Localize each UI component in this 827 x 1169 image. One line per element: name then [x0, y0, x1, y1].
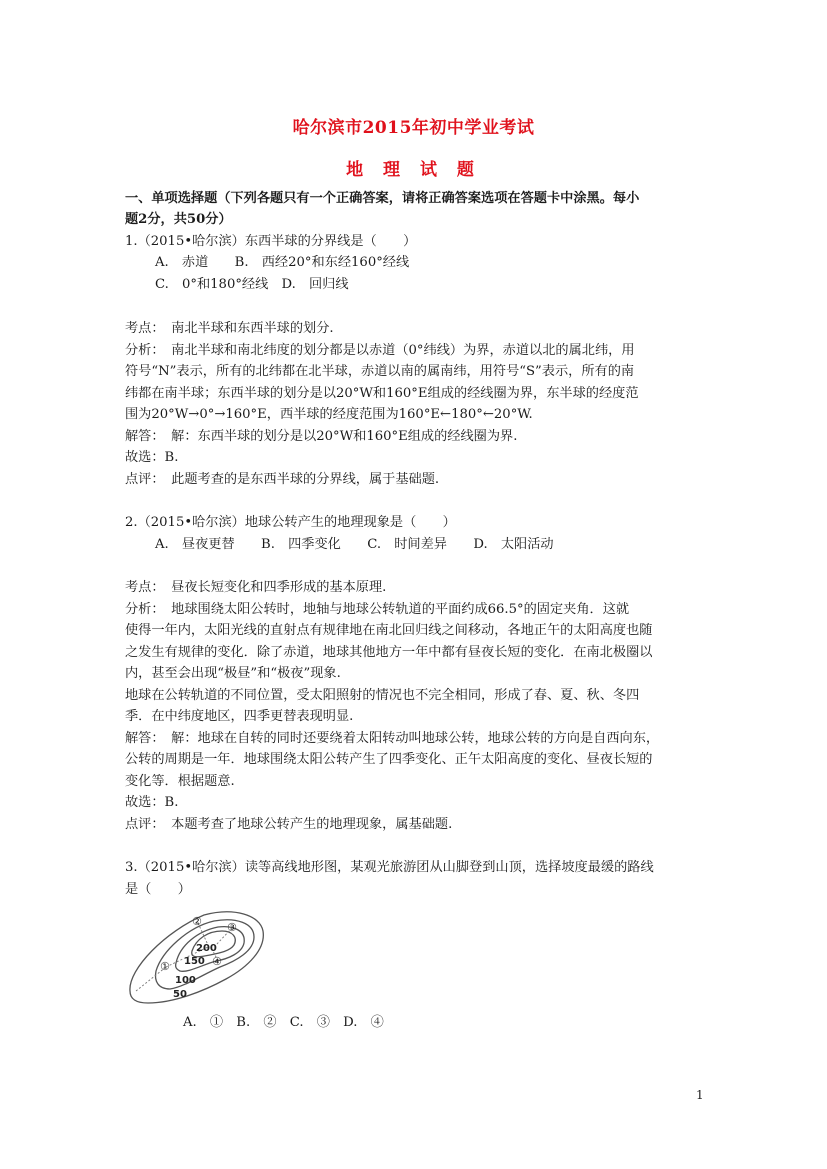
q2-stem: 2.（2015•哈尔滨）地球公转产生的地理现象是（ ） — [125, 515, 456, 530]
q2-fenxi-line: 内，甚至会出现“极昼”和“极夜”现象. — [125, 666, 341, 681]
q1-fenxi-line: 围为20°W→0°→160°E，西半球的经度范围为160°E←180°←20°W. — [125, 407, 533, 422]
section-heading-line1: 一、单项选择题（下列各题只有一个正确答案，请将正确答案选项在答题卡中涂黑。每小 — [125, 191, 640, 206]
q2-jieda-line: 解答： 解：地球在自转的同时还要绕着太阳转动叫地球公转，地球公转的方向是自西向东， — [125, 731, 660, 746]
q2-fenxi-line: 地球在公转轨道的不同位置，受太阳照射的情况也不完全相同，形成了春、夏、秋、冬四 — [125, 688, 640, 703]
route-marker-4: ④ — [212, 955, 222, 968]
route-marker-2: ② — [192, 915, 202, 928]
route-marker-3: ③ — [227, 921, 237, 934]
q2-fenxi-line: 季．在中纬度地区，四季更替表现明显. — [125, 709, 354, 724]
q1-dianping: 点评： 此题考查的是东西半球的分界线，属于基础题. — [125, 472, 440, 487]
q3-stem-line2: 是（ ） — [125, 882, 191, 897]
q3-stem-line1: 3.（2015•哈尔滨）读等高线地形图，某观光旅游团从山脚登到山顶，选择坡度最缓的路线 — [125, 860, 654, 875]
q1-jieda: 解答： 解：东西半球的划分是以20°W和160°E组成的经线圈为界. — [125, 429, 518, 444]
q1-options-line1: A. 赤道 B. 西经20°和东经160°经线 — [155, 255, 410, 270]
q2-guxuan: 故选：B. — [125, 795, 179, 810]
q3-options: A. ① B. ② C. ③ D. ④ — [183, 1015, 384, 1030]
q2-jieda-line: 变化等．根据题意. — [125, 774, 235, 789]
q1-stem: 1.（2015•哈尔滨）东西半球的分界线是（ ） — [125, 234, 417, 249]
section-heading-line2: 题2分，共50分） — [125, 212, 232, 227]
q1-fenxi-line: 符号“N”表示，所有的北纬都在北半球，赤道以南的属南纬，用符号“S”表示，所有的南 — [125, 364, 635, 379]
q1-fenxi-line: 分析： 南北半球和南北纬度的划分都是以赤道（0°纬线）为界，赤道以北的属北纬，用 — [125, 343, 635, 358]
q2-options: A. 昼夜更替 B. 四季变化 C. 时间差异 D. 太阳活动 — [155, 537, 554, 552]
contour-label-200: 200 — [196, 943, 217, 954]
q1-fenxi-line: 纬都在南半球；东西半球的划分是以20°W和160°E组成的经线圈为界，东半球的经度范 — [125, 386, 639, 401]
q2-fenxi-line: 之发生有规律的变化．除了赤道，地球其他地方一年中都有昼夜长短的变化．在南北极圈以 — [125, 645, 653, 660]
q2-jieda-line: 公转的周期是一年．地球围绕太阳公转产生了四季变化、正午太阳高度的变化、昼夜长短的 — [125, 752, 653, 767]
q2-fenxi-line: 使得一年内，太阳光线的直射点有规律地在南北回归线之间移动，各地正午的太阳高度也随 — [125, 623, 653, 638]
q1-kaodian: 考点： 南北半球和东西半球的划分. — [125, 321, 334, 336]
q2-dianping: 点评： 本题考查了地球公转产生的地理现象，属基础题. — [125, 817, 453, 832]
q1-options-line2: C. 0°和180°经线 D. 回归线 — [155, 277, 349, 292]
q1-guxuan: 故选：B. — [125, 450, 179, 465]
contour-map-figure — [126, 909, 266, 1005]
contour-label-50: 50 — [173, 989, 187, 1000]
contour-label-100: 100 — [175, 975, 196, 986]
q2-kaodian: 考点： 昼夜长短变化和四季形成的基本原理. — [125, 580, 387, 595]
route-marker-1: ① — [160, 960, 170, 973]
page-subtitle: 地 理 试 题 — [346, 160, 481, 180]
page-title: 哈尔滨市2015年初中学业考试 — [292, 118, 535, 138]
page-number: 1 — [696, 1088, 704, 1102]
q2-fenxi-line: 分析： 地球围绕太阳公转时，地轴与地球公转轨道的平面约成66.5°的固定夹角．这就 — [125, 602, 630, 617]
contour-label-150: 150 — [184, 956, 205, 967]
